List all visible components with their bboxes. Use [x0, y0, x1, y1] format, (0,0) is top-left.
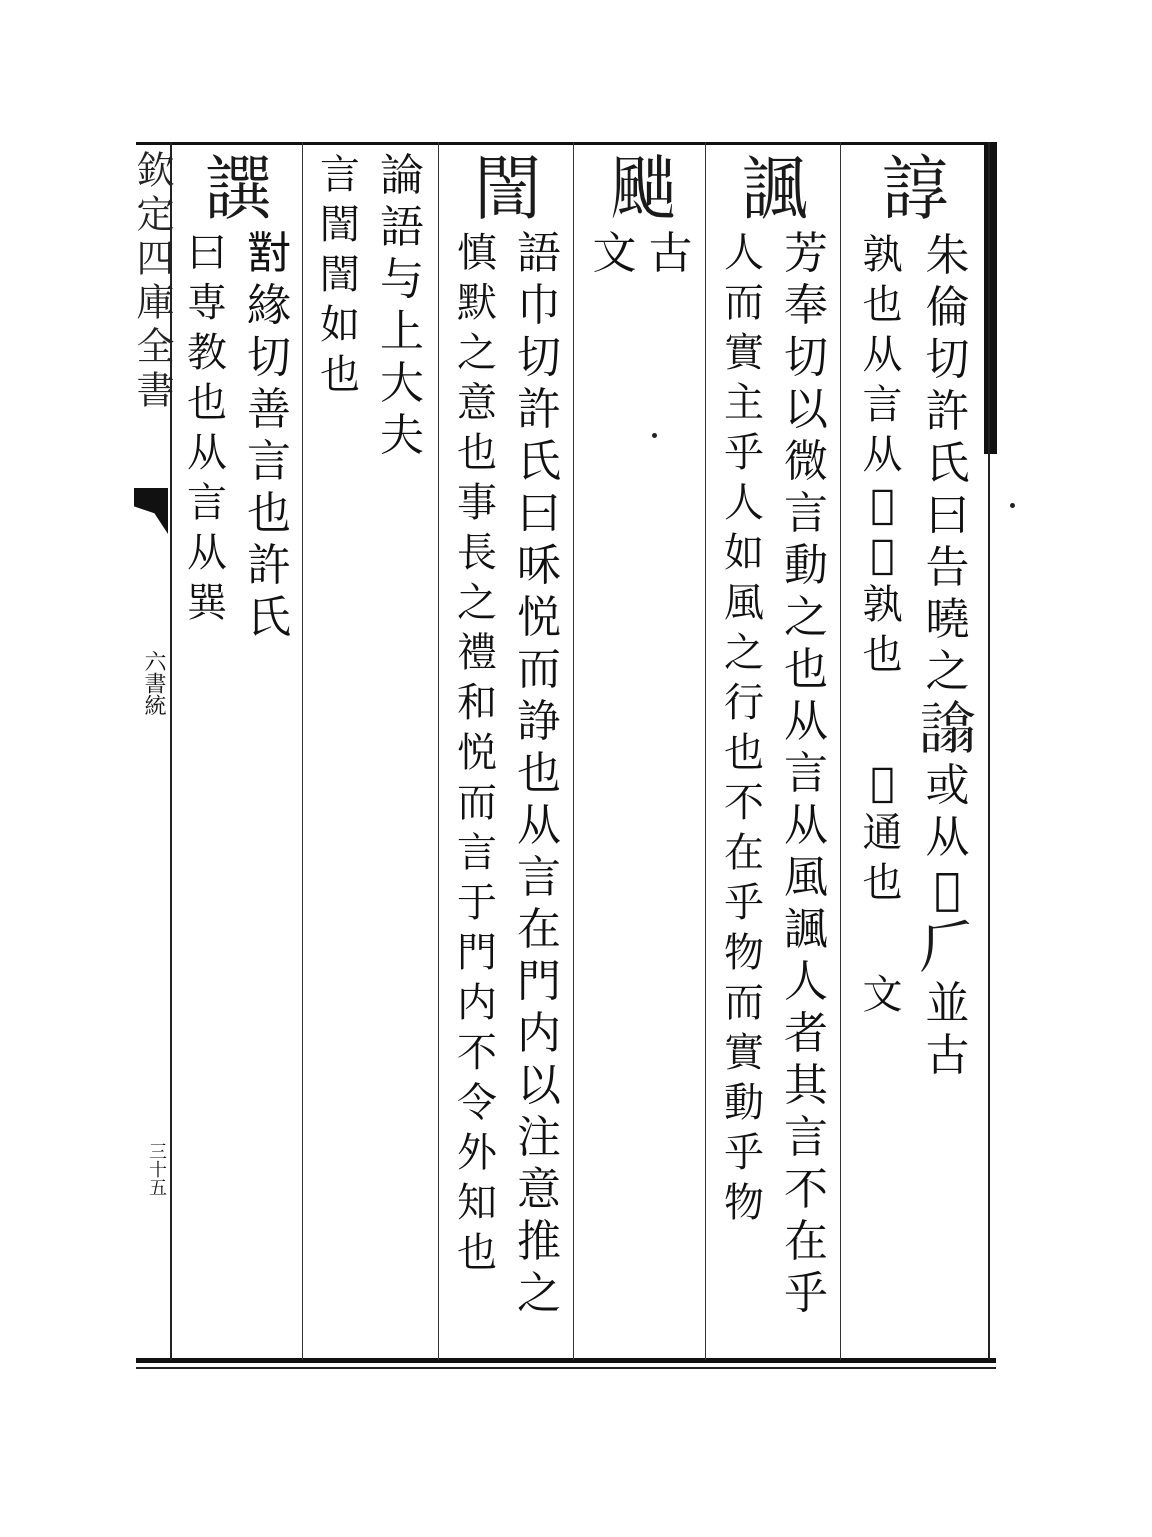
character: 語 — [517, 228, 561, 279]
character: 人 — [724, 230, 764, 276]
character: 曰 — [925, 490, 970, 541]
character: 専 — [187, 280, 227, 326]
seal-character: 𩖷 — [609, 148, 676, 230]
character: 言 — [784, 748, 828, 799]
character: 在 — [517, 904, 561, 955]
seal-variant-character: 𠂆 — [918, 913, 977, 981]
margin-book-title — [126, 150, 178, 414]
character: 論 — [380, 150, 424, 201]
character: 倫 — [925, 282, 970, 333]
character: 曰 — [517, 488, 561, 539]
character: 言 — [187, 480, 227, 526]
character: 古 — [648, 228, 693, 279]
character: 在 — [784, 1216, 828, 1267]
character: 芳 — [784, 228, 828, 279]
character: 悦 — [517, 592, 561, 643]
character: 通 — [862, 810, 903, 856]
main-text-column — [508, 228, 570, 1320]
character: 意 — [517, 1164, 561, 1215]
character: 乎 — [784, 1268, 828, 1319]
seal-character: 諷 — [741, 148, 808, 230]
entry-column-4 — [445, 150, 570, 1320]
character: 之 — [517, 1268, 561, 1319]
character: 許 — [925, 386, 970, 437]
character: 諍 — [517, 696, 561, 747]
character: 乎 — [724, 1130, 764, 1176]
gloss-text-column — [446, 228, 508, 1320]
page-frame-bottom-inner — [136, 1367, 996, 1369]
character: 也 — [862, 282, 903, 328]
character: 𦎫 — [870, 532, 895, 578]
main-text-column — [775, 228, 837, 1320]
entry-column-5 — [308, 150, 433, 462]
character: 善 — [247, 384, 291, 435]
character: 而 — [724, 280, 764, 326]
character: 或 — [925, 760, 970, 811]
character: 外 — [457, 1130, 497, 1176]
margin-section-title — [138, 650, 168, 716]
character: 動 — [724, 1080, 764, 1126]
character: 内 — [517, 1008, 561, 1059]
character: 从 — [187, 530, 227, 576]
character: 言 — [784, 488, 828, 539]
character: 者 — [784, 1008, 828, 1059]
character: 之 — [784, 592, 828, 643]
main-text-ending — [926, 978, 970, 1082]
character: 誾 — [320, 252, 360, 298]
character: 禮 — [457, 630, 497, 676]
character: 也 — [457, 430, 497, 476]
gloss-text-column — [850, 230, 915, 698]
character: 也 — [187, 380, 227, 426]
character: 乎 — [724, 880, 764, 926]
character: 夫 — [380, 410, 424, 461]
seal-variant-character: 𧬈 — [918, 695, 977, 763]
character: 朱 — [925, 230, 970, 281]
character: 切 — [247, 332, 291, 383]
character: 也 — [457, 1230, 497, 1276]
character: 孰 — [862, 232, 903, 278]
character: 言 — [517, 852, 561, 903]
character: 大 — [380, 358, 424, 409]
character: 曰 — [187, 230, 227, 276]
character: 从 — [517, 800, 561, 851]
entry-column-1 — [850, 150, 980, 1082]
character: 風 — [724, 580, 764, 626]
seal-character: 譔 — [204, 148, 271, 230]
column-rule — [438, 142, 439, 1360]
column-rule — [573, 142, 574, 1360]
character: 咊 — [517, 540, 561, 591]
character: 在 — [724, 830, 764, 876]
gloss-text-ending — [863, 970, 903, 1020]
gloss-text-continued — [863, 758, 903, 908]
page-frame-right — [988, 142, 990, 1360]
gloss-text-column — [176, 228, 238, 644]
character: 意 — [457, 380, 497, 426]
margin-page-number — [146, 1142, 166, 1196]
character: 令 — [457, 1080, 497, 1126]
character: 告 — [925, 542, 970, 593]
character: 文 — [592, 228, 637, 279]
entry-column-2 — [712, 150, 837, 1320]
character: 古 — [925, 1030, 970, 1081]
character: 曉 — [925, 594, 970, 645]
character: 氏 — [517, 436, 561, 487]
character: 並 — [925, 978, 970, 1029]
column-rule — [302, 142, 303, 1360]
character: 言 — [784, 1112, 828, 1163]
character: 悦 — [457, 730, 497, 776]
character: 風 — [784, 852, 828, 903]
character: 从 — [784, 696, 828, 747]
character: 行 — [724, 680, 764, 726]
main-text-continued — [926, 760, 970, 916]
character: 切 — [517, 332, 561, 383]
character: 不 — [784, 1164, 828, 1215]
character: 也 — [784, 644, 828, 695]
character: 知 — [457, 1180, 497, 1226]
character: 之 — [724, 630, 764, 676]
character: 从 — [784, 800, 828, 851]
character: 切 — [925, 334, 970, 385]
character: 如 — [320, 302, 360, 348]
character: 于 — [457, 880, 497, 926]
main-text-column — [238, 228, 300, 644]
character: 長 — [457, 530, 497, 576]
ink-speck — [1010, 503, 1015, 508]
character: 切 — [784, 332, 828, 383]
character: 与 — [380, 254, 424, 305]
character: 言 — [247, 436, 291, 487]
character: 教 — [187, 330, 227, 376]
ink-speck — [652, 433, 657, 438]
page-frame-bottom — [136, 1358, 996, 1363]
character: 也 — [247, 488, 291, 539]
character: 言 — [862, 382, 903, 428]
character: 言 — [320, 152, 360, 198]
character: 許 — [517, 384, 561, 435]
character: 巾 — [517, 280, 561, 331]
character: 不 — [724, 780, 764, 826]
character: 動 — [784, 540, 828, 591]
seal-character: 諄 — [881, 148, 949, 230]
entry-column-6 — [175, 150, 300, 644]
gloss-text-column — [713, 228, 775, 1320]
character: 之 — [457, 330, 497, 376]
character: 其 — [784, 1060, 828, 1111]
main-text-column — [580, 228, 705, 280]
character: 慎 — [457, 230, 497, 276]
character: 从 — [862, 432, 903, 478]
character: 上 — [380, 306, 424, 357]
character: 而 — [517, 644, 561, 695]
character: 注 — [517, 1112, 561, 1163]
character: 氏 — [247, 592, 291, 643]
character: 从 — [862, 332, 903, 378]
character: 諷 — [784, 904, 828, 955]
character: 人 — [724, 480, 764, 526]
margin-section-text: 六書統 — [141, 650, 166, 716]
character: 如 — [724, 530, 764, 576]
character: 𦎫 — [870, 760, 895, 806]
column-rule — [840, 142, 841, 1360]
page-frame-right-bar — [984, 142, 997, 454]
character: 誾 — [320, 202, 360, 248]
margin-page-text: 三十五 — [146, 1142, 167, 1196]
character: 以 — [784, 384, 828, 435]
character: 之 — [457, 580, 497, 626]
main-text-column — [915, 230, 980, 698]
character: 之 — [925, 646, 970, 697]
gloss-text-column — [309, 150, 371, 462]
main-text-column — [371, 150, 433, 462]
character: 門 — [517, 956, 561, 1007]
character: 也 — [517, 748, 561, 799]
character: 从 — [925, 812, 970, 863]
character: 氏 — [925, 438, 970, 489]
character: 巽 — [187, 580, 227, 626]
character: 也 — [320, 352, 360, 398]
character: 从 — [187, 430, 227, 476]
margin-fishtail-mark — [134, 488, 168, 534]
character: 孰 — [862, 582, 903, 628]
character: 默 — [457, 280, 497, 326]
character: 也 — [862, 860, 903, 906]
character: 推 — [517, 1216, 561, 1267]
character: 物 — [724, 1180, 764, 1226]
character: 𦎫 — [934, 864, 961, 915]
character: 實 — [724, 330, 764, 376]
character: 事 — [457, 480, 497, 526]
character: 不 — [457, 1030, 497, 1076]
character: 文 — [862, 972, 903, 1018]
character: 物 — [724, 930, 764, 976]
character: 語 — [380, 202, 424, 253]
character: 而 — [457, 780, 497, 826]
entry-column-3 — [580, 150, 705, 280]
character: 𦎫 — [870, 482, 895, 528]
character: 人 — [784, 956, 828, 1007]
character: 也 — [862, 632, 903, 678]
character: 實 — [724, 1030, 764, 1076]
character: 而 — [724, 980, 764, 1026]
character: 以 — [517, 1060, 561, 1111]
character: 言 — [457, 830, 497, 876]
seal-character: 誾 — [474, 148, 541, 230]
margin-title-text: 欽定四庫全書 — [130, 150, 174, 414]
character: 也 — [724, 730, 764, 776]
character: 𡭊 — [247, 228, 291, 279]
character: 和 — [457, 680, 497, 726]
character: 許 — [247, 540, 291, 591]
column-rule — [705, 142, 706, 1360]
character: 主 — [724, 380, 764, 426]
character: 内 — [457, 980, 497, 1026]
page-frame-top — [136, 142, 994, 145]
character: 微 — [784, 436, 828, 487]
character: 乎 — [724, 430, 764, 476]
character: 緣 — [247, 280, 291, 331]
character: 門 — [457, 930, 497, 976]
character: 奉 — [784, 280, 828, 331]
